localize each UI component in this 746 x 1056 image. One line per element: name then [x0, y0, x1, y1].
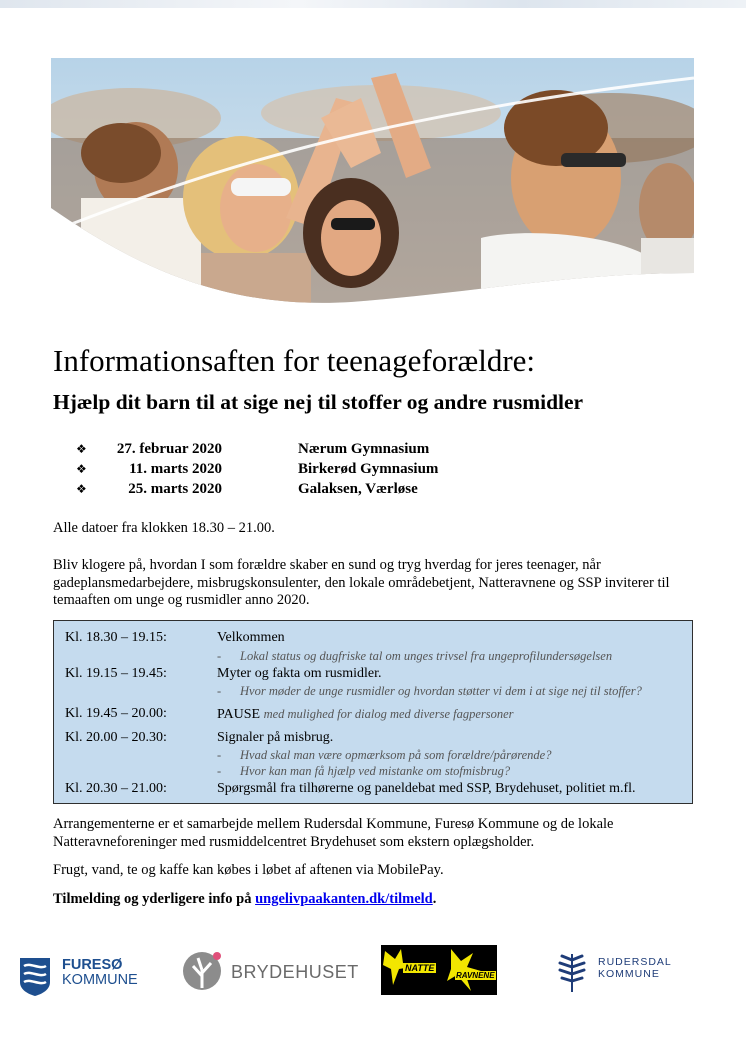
event-date-row: [76, 439, 576, 459]
furesoe-shield-icon: [18, 956, 52, 996]
furesoe-name: FURESØ: [62, 957, 123, 973]
event-date-row: [76, 479, 576, 499]
event-dates-list: [76, 439, 576, 499]
event-place: Birkerød Gymnasium: [298, 461, 439, 477]
event-place: Nærum Gymnasium: [298, 441, 430, 457]
pause-note: med mulighed for dialog med diverse fagpersoner: [263, 707, 514, 721]
schedule-label: Spørgsmål fra tilhørerne og paneldebat med SSP, Brydehuset, politiet m.fl.: [217, 781, 636, 796]
ravnene-text: RAVNENE: [456, 971, 495, 980]
schedule-box: [53, 620, 693, 804]
schedule-subpoint: - Lokal status og dugfriske tal om unges trivsel fra ungeprofilundersøgelsen: [217, 649, 613, 663]
signup-link[interactable]: ungelivpaakanten.dk/tilmeld: [255, 891, 433, 907]
diamond-bullet-icon: ❖: [76, 442, 87, 456]
refreshments-paragraph: Frugt, vand, te og kaffe kan købes i løbet af aftenen via MobilePay.: [53, 862, 444, 878]
rudersdal-kommune: KOMMUNE: [598, 968, 660, 980]
event-date: 27. februar 2020: [116, 441, 222, 457]
partner-logos: [0, 940, 746, 1000]
schedule-label: PAUSE med mulighed for dialog med diverse fagpersoner: [217, 707, 514, 722]
schedule-time: Kl. 20.00 – 20.30:: [65, 730, 167, 745]
diamond-bullet-icon: ❖: [76, 462, 87, 476]
schedule-time: Kl. 20.30 – 21.00:: [65, 781, 167, 796]
furesoe-kommune-logo: [18, 956, 148, 996]
schedule-label: Signaler på misbrug.: [217, 730, 334, 745]
schedule-subpoint: - Hvor møder de unge rusmidler og hvordan støtter vi dem i at sige nej til stoffer?: [217, 684, 642, 698]
collaboration-paragraph: Arrangementerne er et samarbejde mellem Rudersdal Kommune, Furesø Kommune og de lokale Natteravneforeninger med rusmiddelcentret Brydehuset som ekstern oplægsholder.: [53, 816, 614, 850]
schedule-label: Velkommen: [217, 630, 285, 645]
schedule-time: Kl. 18.30 – 19.15:: [65, 630, 167, 645]
diamond-bullet-icon: ❖: [76, 482, 87, 496]
brydehuset-name: BRYDEHUSET: [231, 962, 359, 982]
event-place: Galaksen, Værløse: [298, 481, 418, 497]
page-subtitle: Hjælp dit barn til at sige nej til stoffer og andre rusmidler: [53, 390, 584, 414]
times-note: Alle datoer fra klokken 18.30 – 21.00.: [53, 520, 275, 536]
rudersdal-name: RUDERSDAL: [598, 956, 672, 968]
schedule-subpoint: - Hvor kan man få hjælp ved mistanke om stofmisbrug?: [217, 764, 511, 778]
furesoe-kommune: KOMMUNE: [62, 972, 138, 988]
schedule-subpoint: - Hvad skal man være opmærksom på som forældre/pårørende?: [217, 748, 552, 762]
signup-line: Tilmelding og yderligere info på ungelivpaakanten.dk/tilmeld.: [53, 891, 437, 907]
brydehuset-logo: [181, 948, 359, 992]
event-date-row: [76, 459, 576, 479]
natte-text: NATTE: [405, 963, 435, 973]
intro-paragraph: Bliv klogere på, hvordan I som forældre skaber en sund og tryg hverdag for jeres teenager, når gadeplansmedarbejdere, misbrugskonsulenter, den lokale områdebetjent, Natteravnene og SSP inviterer til temaaften om unge og rusmidler anno 2020.: [53, 557, 670, 608]
schedule-time: Kl. 19.15 – 19.45:: [65, 666, 167, 681]
event-date: 25. marts 2020: [128, 481, 222, 497]
natteravnene-logo: [381, 945, 497, 995]
leaf-branch-icon: [556, 950, 588, 994]
schedule-time: Kl. 19.45 – 20.00:: [65, 706, 167, 721]
signup-text: Tilmelding og yderligere info på: [53, 891, 256, 907]
tree-icon: [181, 948, 225, 992]
top-decor-strip: [0, 0, 746, 8]
rudersdal-kommune-logo: [556, 950, 686, 994]
page-title: Informationsaften for teenageforældre:: [53, 343, 536, 378]
hero-crowd-photo: [51, 58, 694, 306]
schedule-label: Myter og fakta om rusmidler.: [217, 666, 382, 681]
raven-birds-icon: [381, 945, 497, 995]
event-date: 11. marts 2020: [129, 461, 222, 477]
